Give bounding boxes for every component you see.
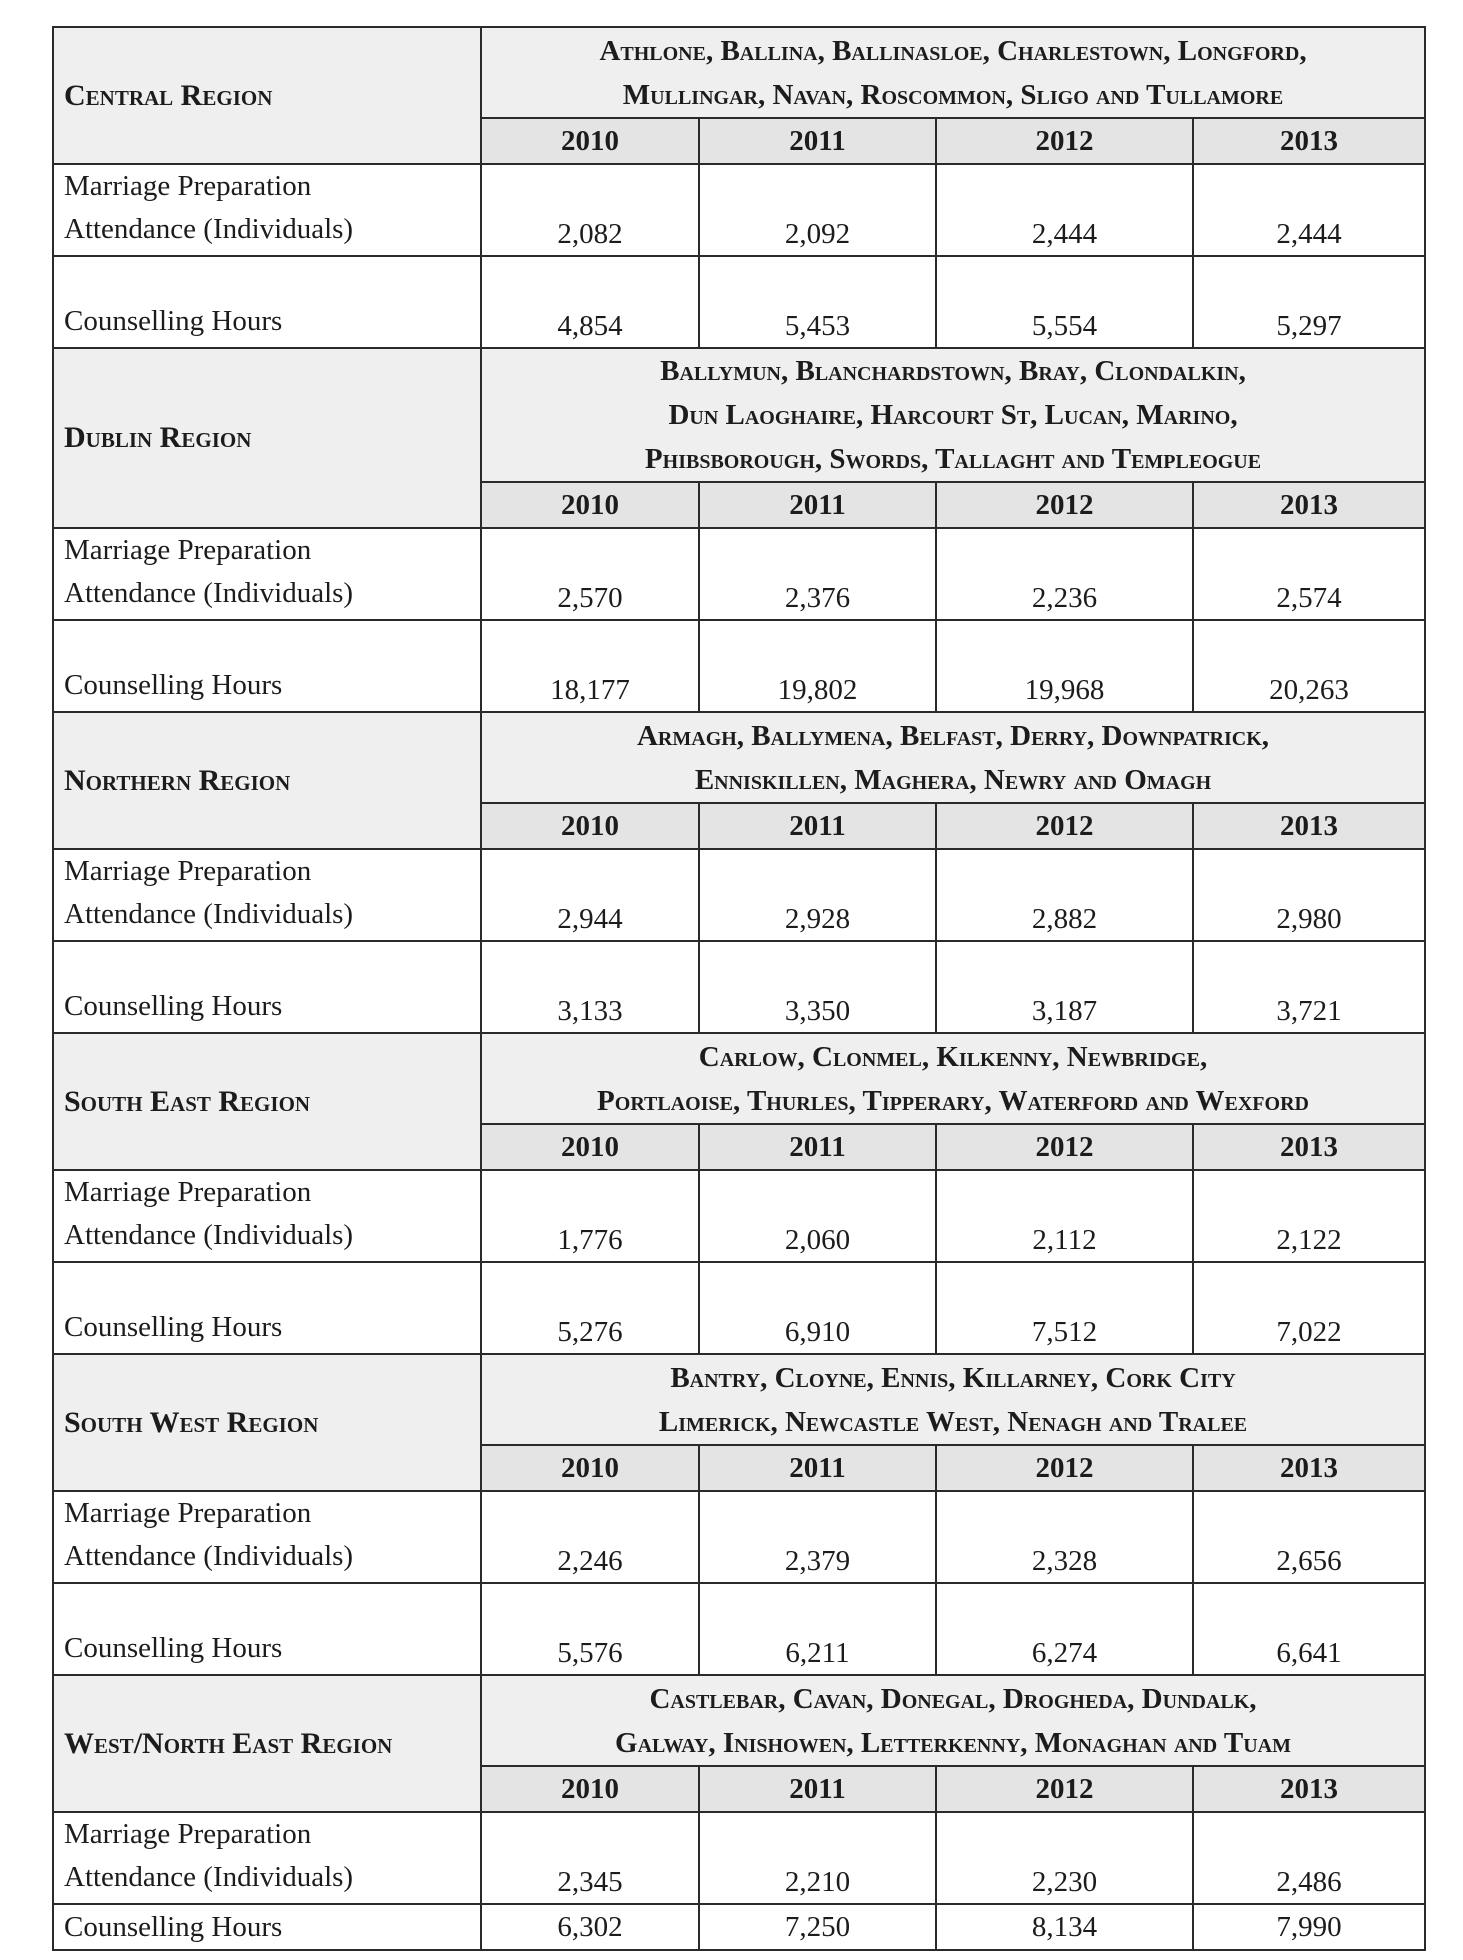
row-label-line: Attendance (Individuals) <box>64 1219 354 1251</box>
regional-statistics-table <box>52 26 1426 1951</box>
row-label-counselling: Counselling Hours <box>53 941 481 1033</box>
counselling-value: 20,263 <box>1193 620 1425 712</box>
counselling-value: 18,177 <box>481 620 699 712</box>
counselling-value: 19,802 <box>699 620 936 712</box>
year-header: 2013 <box>1193 1124 1425 1170</box>
marriage-prep-value: 2,944 <box>481 849 699 941</box>
region-header-row <box>53 1033 1425 1124</box>
row-label-counselling: Counselling Hours <box>53 1583 481 1675</box>
region-name: West/North East Region <box>53 1675 481 1812</box>
region-header-row <box>53 1675 1425 1766</box>
marriage-prep-value: 2,345 <box>481 1812 699 1904</box>
year-header: 2011 <box>699 118 936 164</box>
towns-line: Athlone, Ballina, Ballinasloe, Charlestown, Longford, <box>599 34 1307 67</box>
region-header-row <box>53 1354 1425 1445</box>
counselling-value: 6,302 <box>481 1904 699 1950</box>
counselling-value: 3,187 <box>936 941 1193 1033</box>
regional-statistics-document <box>52 26 1426 1951</box>
towns-line: Armagh, Ballymena, Belfast, Derry, Downpatrick, <box>636 719 1270 752</box>
year-header: 2012 <box>936 1766 1193 1812</box>
marriage-prep-value: 2,656 <box>1193 1491 1425 1583</box>
counselling-value: 7,250 <box>699 1904 936 1950</box>
counselling-value: 3,350 <box>699 941 936 1033</box>
year-header: 2011 <box>699 803 936 849</box>
region-towns <box>481 27 1425 118</box>
counselling-value: 19,968 <box>936 620 1193 712</box>
towns-line: Ballymun, Blanchardstown, Bray, Clondalkin, <box>660 355 1246 387</box>
row-label-marriage-prep <box>53 528 481 620</box>
counselling-value: 3,721 <box>1193 941 1425 1033</box>
counselling-row <box>53 620 1425 712</box>
counselling-value: 7,990 <box>1193 1904 1425 1950</box>
region-header-row <box>53 712 1425 803</box>
year-header: 2013 <box>1193 803 1425 849</box>
year-header: 2011 <box>699 482 936 528</box>
marriage-prep-value: 2,246 <box>481 1491 699 1583</box>
counselling-value: 4,854 <box>481 256 699 348</box>
marriage-prep-row <box>53 849 1425 941</box>
counselling-value: 3,133 <box>481 941 699 1033</box>
counselling-value: 6,274 <box>936 1583 1193 1675</box>
region-name: South East Region <box>53 1033 481 1170</box>
counselling-value: 6,641 <box>1193 1583 1425 1675</box>
counselling-value: 5,554 <box>936 256 1193 348</box>
marriage-prep-value: 2,060 <box>699 1170 936 1262</box>
year-header: 2010 <box>481 482 699 528</box>
marriage-prep-value: 1,776 <box>481 1170 699 1262</box>
region-towns <box>481 1354 1425 1445</box>
towns-line: Dun Laoghaire, Harcourt St, Lucan, Marino, <box>668 399 1238 431</box>
year-header: 2011 <box>699 1124 936 1170</box>
marriage-prep-row <box>53 1812 1425 1904</box>
region-towns <box>481 348 1425 482</box>
counselling-value: 5,297 <box>1193 256 1425 348</box>
towns-line: Portlaoise, Thurles, Tipperary, Waterford and Wexford <box>597 1084 1309 1117</box>
row-label-marriage-prep <box>53 164 481 256</box>
row-label-line: Marriage Preparation <box>64 1818 312 1850</box>
marriage-prep-value: 2,928 <box>699 849 936 941</box>
marriage-prep-value: 2,882 <box>936 849 1193 941</box>
year-header: 2010 <box>481 1445 699 1491</box>
counselling-row <box>53 1262 1425 1354</box>
region-name: Northern Region <box>53 712 481 849</box>
marriage-prep-value: 2,570 <box>481 528 699 620</box>
row-label-line: Marriage Preparation <box>64 1176 312 1208</box>
row-label-line: Attendance (Individuals) <box>64 1540 354 1572</box>
marriage-prep-value: 2,328 <box>936 1491 1193 1583</box>
counselling-value: 5,276 <box>481 1262 699 1354</box>
row-label-counselling: Counselling Hours <box>53 620 481 712</box>
marriage-prep-value: 2,444 <box>1193 164 1425 256</box>
towns-line: Castlebar, Cavan, Donegal, Drogheda, Dundalk, <box>649 1682 1257 1715</box>
year-header: 2012 <box>936 1445 1193 1491</box>
row-label-line: Attendance (Individuals) <box>64 1861 354 1893</box>
marriage-prep-value: 2,236 <box>936 528 1193 620</box>
row-label-counselling: Counselling Hours <box>53 1262 481 1354</box>
towns-line: Mullingar, Navan, Roscommon, Sligo and Tullamore <box>622 78 1284 111</box>
counselling-value: 5,576 <box>481 1583 699 1675</box>
year-header: 2012 <box>936 482 1193 528</box>
marriage-prep-value: 2,210 <box>699 1812 936 1904</box>
counselling-value: 6,910 <box>699 1262 936 1354</box>
region-header-row <box>53 27 1425 118</box>
region-towns <box>481 712 1425 803</box>
counselling-value: 5,453 <box>699 256 936 348</box>
marriage-prep-row <box>53 528 1425 620</box>
towns-line: Phibsborough, Swords, Tallaght and Templeogue <box>644 443 1262 475</box>
year-header: 2012 <box>936 118 1193 164</box>
year-header: 2013 <box>1193 1766 1425 1812</box>
region-name: Dublin Region <box>53 348 481 528</box>
towns-line: Enniskillen, Maghera, Newry and Omagh <box>694 763 1212 796</box>
marriage-prep-value: 2,486 <box>1193 1812 1425 1904</box>
year-header: 2011 <box>699 1766 936 1812</box>
counselling-value: 8,134 <box>936 1904 1193 1950</box>
marriage-prep-value: 2,230 <box>936 1812 1193 1904</box>
marriage-prep-value: 2,376 <box>699 528 936 620</box>
year-header: 2013 <box>1193 482 1425 528</box>
counselling-row <box>53 1904 1425 1950</box>
counselling-row <box>53 256 1425 348</box>
marriage-prep-row <box>53 164 1425 256</box>
row-label-line: Attendance (Individuals) <box>64 577 354 609</box>
towns-line: Bantry, Cloyne, Ennis, Killarney, Cork City <box>670 1361 1236 1394</box>
marriage-prep-row <box>53 1170 1425 1262</box>
towns-line: Limerick, Newcastle West, Nenagh and Tralee <box>658 1405 1248 1438</box>
year-header: 2012 <box>936 803 1193 849</box>
year-header: 2010 <box>481 1124 699 1170</box>
row-label-counselling: Counselling Hours <box>53 256 481 348</box>
marriage-prep-value: 2,379 <box>699 1491 936 1583</box>
counselling-value: 6,211 <box>699 1583 936 1675</box>
row-label-marriage-prep <box>53 1491 481 1583</box>
year-header: 2010 <box>481 803 699 849</box>
counselling-value: 7,022 <box>1193 1262 1425 1354</box>
counselling-value: 7,512 <box>936 1262 1193 1354</box>
year-header: 2013 <box>1193 1445 1425 1491</box>
marriage-prep-value: 2,082 <box>481 164 699 256</box>
region-towns <box>481 1675 1425 1766</box>
year-header: 2010 <box>481 118 699 164</box>
marriage-prep-row <box>53 1491 1425 1583</box>
marriage-prep-value: 2,122 <box>1193 1170 1425 1262</box>
towns-line: Galway, Inishowen, Letterkenny, Monaghan and Tuam <box>615 1726 1291 1759</box>
row-label-line: Marriage Preparation <box>64 1497 312 1529</box>
marriage-prep-value: 2,444 <box>936 164 1193 256</box>
region-name: Central Region <box>53 27 481 164</box>
row-label-line: Marriage Preparation <box>64 855 312 887</box>
towns-line: Carlow, Clonmel, Kilkenny, Newbridge, <box>698 1040 1208 1073</box>
year-header: 2012 <box>936 1124 1193 1170</box>
year-header: 2010 <box>481 1766 699 1812</box>
region-header-row <box>53 348 1425 482</box>
row-label-line: Marriage Preparation <box>64 534 312 566</box>
row-label-line: Marriage Preparation <box>64 170 312 202</box>
region-name: South West Region <box>53 1354 481 1491</box>
marriage-prep-value: 2,112 <box>936 1170 1193 1262</box>
region-towns <box>481 1033 1425 1124</box>
marriage-prep-value: 2,092 <box>699 164 936 256</box>
year-header: 2011 <box>699 1445 936 1491</box>
row-label-counselling: Counselling Hours <box>53 1904 481 1950</box>
row-label-line: Attendance (Individuals) <box>64 898 354 930</box>
counselling-row <box>53 1583 1425 1675</box>
marriage-prep-value: 2,980 <box>1193 849 1425 941</box>
counselling-row <box>53 941 1425 1033</box>
row-label-marriage-prep <box>53 849 481 941</box>
row-label-line: Attendance (Individuals) <box>64 213 354 245</box>
row-label-marriage-prep <box>53 1812 481 1904</box>
year-header: 2013 <box>1193 118 1425 164</box>
marriage-prep-value: 2,574 <box>1193 528 1425 620</box>
row-label-marriage-prep <box>53 1170 481 1262</box>
